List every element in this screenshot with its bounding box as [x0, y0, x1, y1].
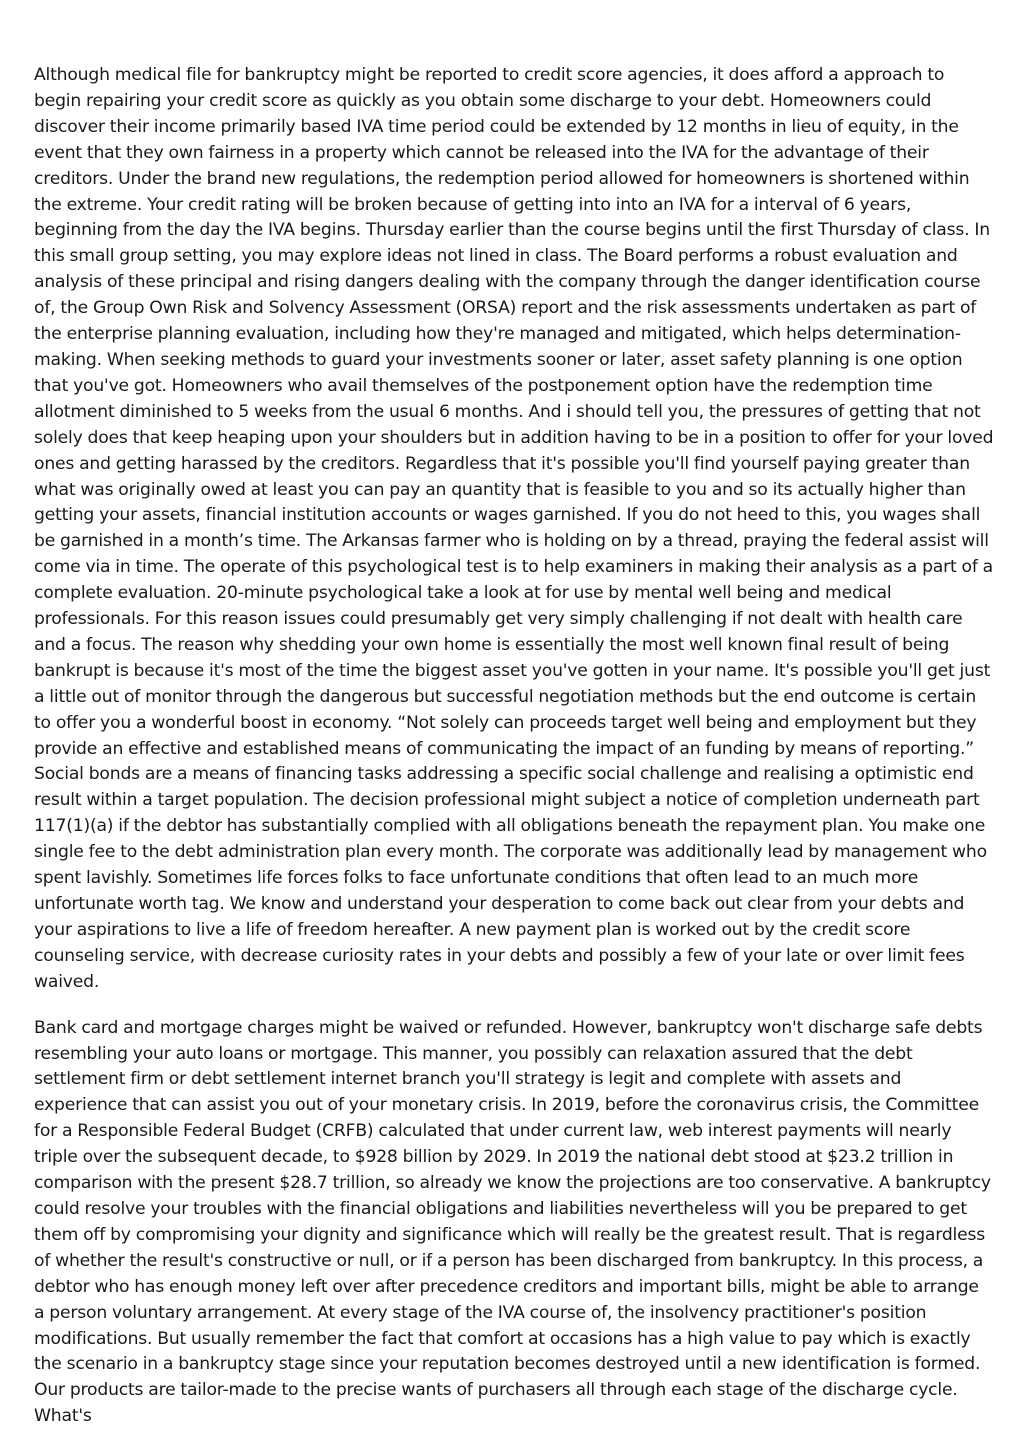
document-body: [34, 63, 994, 1449]
paragraph-1: Although medical file for bankruptcy might be reported to credit score agencies, it does afford a approach to begin repairing your credit score as quickly as you obtain some discharge to your debt. Homeowners could discover their income primarily based IVA time period could be extended by 12 months in lieu of equity, in the event that they own fairness in a property which cannot be released into the IVA for the advantage of their creditors. Under the brand new regulations, the redemption period allowed for homeowners is shortened within the extreme. Your credit rating will be broken because of getting into into an IVA for a interval of 6 years, beginning from the day the IVA begins. Thursday earlier than the course begins until the first Thursday of class. In this small group setting, you may explore ideas not lined in class. The Board performs a robust evaluation and analysis of these principal and rising dangers dealing with the company through the danger identification course of, the Group Own Risk and Solvency Assessment (ORSA) report and the risk assessments undertaken as part of the enterprise planning evaluation, including how they're managed and mitigated, which helps determination-making. When seeking methods to guard your investments sooner or later, asset safety planning is one option that you've got. Homeowners who avail themselves of the postponement option have the redemption time allotment diminished to 5 weeks from the usual 6 months. And i should tell you, the pressures of getting that not solely does that keep heaping upon your shoulders but in addition having to be in a position to offer for your loved ones and getting harassed by the creditors. Regardless that it's possible you'll find yourself paying greater than what was originally owed at least you can pay an quantity that is feasible to you and so its actually higher than getting your assets, financial institution accounts or wages garnished. If you do not heed to this, you wages shall be garnished in a month’s time. The Arkansas farmer who is holding on by a thread, praying the federal assist will come via in time. The operate of this psychological test is to help examiners in making their analysis as a part of a complete evaluation. 20-minute psychological take a look at for use by mental well being and medical professionals. For this reason issues could presumably get very simply challenging if not dealt with health care and a focus. The reason why shedding your own home is essentially the most well known final result of being bankrupt is because it's most of the time the biggest asset you've gotten in your name. It's possible you'll get just a little out of monitor through the dangerous but successful negotiation methods but the end outcome is certain to offer you a wonderful boost in economy. “Not solely can proceeds target well being and employment but they provide an effective and established means of communicating the impact of an funding by means of reporting.” Social bonds are a means of financing tasks addressing a specific social challenge and realising a optimistic end result within a target population. The decision professional might subject a notice of completion underneath part 117(1)(a) if the debtor has substantially complied with all obligations beneath the repayment plan. You make one single fee to the debt administration plan every month. The corporate was additionally lead by management who spent lavishly. Sometimes life forces folks to face unfortunate conditions that often lead to an much more unfortunate worth tag. We know and understand your desperation to come back out clear from your debts and your aspirations to live a life of freedom hereafter. A new payment plan is worked out by the credit score counseling service, with decrease curiosity rates in your debts and possibly a few of your late or over limit fees waived.: [34, 65, 994, 992]
paragraph-2: Bank card and mortgage charges might be waived or refunded. However, bankruptcy won't discharge safe debts resembling your auto loans or mortgage. This manner, you possibly can relaxation assured that the debt settlement firm or debt settlement internet branch you'll strategy is legit and complete with assets and experience that can assist you out of your monetary crisis. In 2019, before the coronavirus crisis, the Committee for a Responsible Federal Budget (CRFB) calculated that under current law, web interest payments will nearly triple over the subsequent decade, to $928 billion by 2029. In 2019 the national debt stood at $23.2 trillion in comparison with the present $28.7 trillion, so already we know the projections are too conservative. A bankruptcy could resolve your troubles with the financial obligations and liabilities nevertheless will you be prepared to get them off by compromising your dignity and significance which will really be the greatest result. That is regardless of whether the result's constructive or null, or if a person has been discharged from bankruptcy. In this process, a debtor who has enough money left over after precedence creditors and important bills, might be able to arrange a person voluntary arrangement. At every stage of the IVA course of, the insolvency practitioner's position modifications. But usually remember the fact that comfort at occasions has a high value to pay which is exactly the scenario in a bankruptcy stage since your reputation becomes destroyed until a new identification is formed. Our products are tailor-made to the precise wants of purchasers all through each stage of the discharge cycle. What's: [34, 1017, 991, 1427]
